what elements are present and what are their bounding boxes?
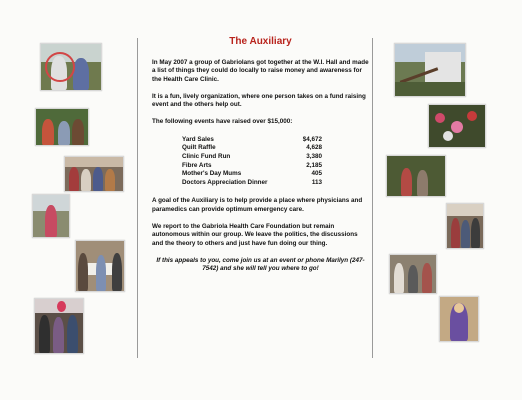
organization-paragraph: It is a fun, lively organization, where one person takes on a fund raising event and the others help out. <box>152 92 366 109</box>
event-amount: 2,185 <box>306 161 322 169</box>
intro-paragraph: In May 2007 a group of Gabriolans got together at the W.I. Hall and made a list of things they could do locally to raise money and awareness for the Health Care Clinic. <box>152 59 369 83</box>
event-amount: 4,628 <box>306 144 322 152</box>
event-amount: 113 <box>311 178 322 186</box>
event-name: Clinic Fund Run <box>182 152 231 160</box>
event-amount: 3,380 <box>306 152 322 160</box>
event-name: Fibre Arts <box>182 161 212 169</box>
goal-paragraph: A goal of the Auxiliary is to help provide a place where physicians and paramedics can provide optimum emergency care. <box>152 197 363 213</box>
photo-woman-portrait <box>439 296 479 342</box>
right-divider <box>372 38 373 358</box>
events-table <box>182 136 322 188</box>
photo-couple-with-hoop <box>40 43 102 91</box>
main-content <box>152 36 369 280</box>
page-title: The Auxiliary <box>229 36 292 47</box>
table-row <box>182 170 322 179</box>
photo-family-group <box>446 203 484 249</box>
event-name: Yard Sales <box>182 135 214 143</box>
closing-paragraph: If this appeals to you, come join us at an event or phone Marilyn (247-7542) and she will tell you where to go! <box>156 256 365 273</box>
event-amount: $4,672 <box>302 135 322 143</box>
event-name: Quilt Raffle <box>182 144 216 152</box>
events-intro-paragraph: The following events have raised over $15,000: <box>152 118 293 126</box>
photo-house-with-stairs <box>394 43 466 97</box>
photo-group-with-balloons <box>34 298 84 354</box>
report-paragraph: We report to the Gabriola Health Care Foundation but remain autonomous within our group. We leave the politics, the discussions and the theory to others and just have fun doing our thing. <box>152 222 358 247</box>
photo-crowd-event <box>64 156 124 192</box>
photo-cheque-presentation <box>75 240 125 292</box>
table-row <box>182 162 322 171</box>
table-row <box>182 179 322 188</box>
photo-runner <box>32 194 70 238</box>
left-divider <box>137 38 138 358</box>
photo-garden-couple <box>386 155 446 197</box>
event-name: Mother's Day Mums <box>182 170 242 178</box>
photo-garden-group <box>35 108 89 146</box>
event-amount: 405 <box>311 170 322 178</box>
event-name: Doctors Appreciation Dinner <box>182 178 268 186</box>
photo-dinner-guests <box>389 254 437 294</box>
table-row <box>182 136 322 145</box>
table-row <box>182 144 322 153</box>
photo-flowers <box>428 104 486 148</box>
table-row <box>182 153 322 162</box>
